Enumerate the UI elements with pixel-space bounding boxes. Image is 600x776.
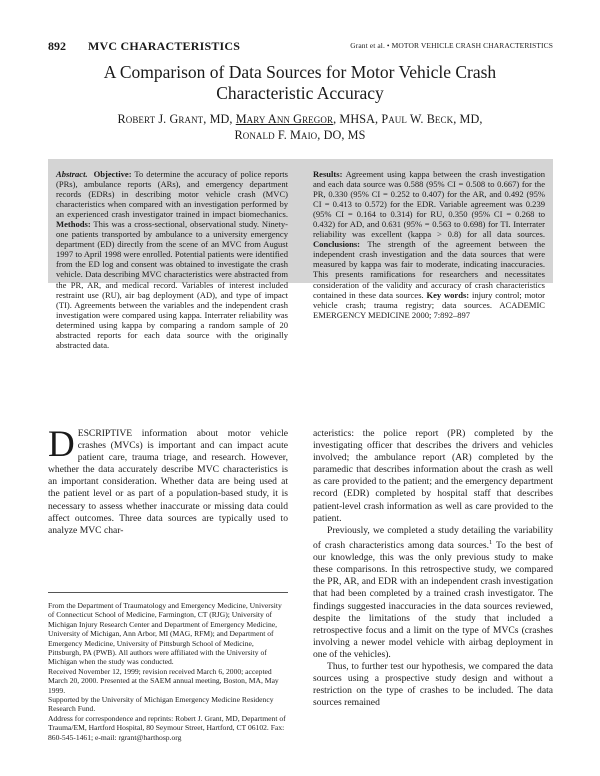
body-text: To the best of our knowledge, this was the only previous study to make these comparisons. In this retrospective study, we compared the PR, AR, and EDR with an independent crash investigation that had been completed by a trained crash investigator. The findings suggested inaccuracies in the data sources reviewed, despite the limitations of the study that included a retrospective focus and a limit on the type of MVCs (crashes involving a newer model vehicle with airbag deployment in one of the vehicles). xyxy=(313,540,553,660)
results-text: Agreement using kappa between the crash investigation and each data source was 0.588 (95% CI = 0.508 to 0.667) for the PR, 0.330 (95% CI = 0.252 to 0.407) for the AR, and 0.492 (95% CI = 0.413 to 0.572) for the EDR. Variable agreement was 0.239 (95% CI = 0.164 to 0.314) for RU, 0.350 (95% CI = 0.268 to 0.432) for AD, and 0.631 (95% = 0.563 to 0.698) for TI. Interrater reliability was excellent (kappa > 0.8) for all data sources. xyxy=(313,169,545,240)
author-degree: , MHSA, xyxy=(333,112,379,126)
body-paragraph: information about motor vehicle crashes (MVCs) is important and can impact acute patient care, trauma triage, and research. However, whether the data accurately describe MVC characteristics is an important consideration. Whether data are being used at the patient level or as part of a population-based study, it is necessary to assess whether inaccurate or missing data could affect outcomes. Three data sources are typically used to analyze MVC char- xyxy=(48,428,288,536)
author-name: Robert J. Grant, MD, xyxy=(117,112,233,126)
body-paragraph xyxy=(313,525,553,661)
body-paragraph: acteristics: the police report (PR) completed by the investigating officer that describes the drivers and vehicles involved; the ambulance report (AR) completed by the paramedic that describes information about the crash as well as care provided to the patient; and the emergency department record (EDR) completed by hospital staff that describes patient-level crash information as well as care provided to the patient. xyxy=(313,428,553,524)
received-note: Received November 12, 1999; revision received March 6, 2000; accepted March 20, 2000. Presented at the SAEM annual meeting, Boston, MA, May 1999. xyxy=(48,666,279,695)
support-note: Supported by the University of Michigan Emergency Medicine Residency Research Fund. xyxy=(48,695,274,714)
article-title xyxy=(40,62,560,104)
objective-label: Objective: xyxy=(93,169,132,179)
abstract-label: Abstract. xyxy=(56,169,88,179)
conclusions-label: Conclusions: xyxy=(313,239,361,250)
title-line: Characteristic Accuracy xyxy=(216,83,384,103)
author-name-link[interactable]: Mary Ann Gregor xyxy=(235,112,334,126)
results-label: Results: xyxy=(313,169,343,179)
author-list xyxy=(40,111,560,143)
abstract-right-column xyxy=(313,169,545,320)
conclusions-text: The strength of the agreement between the independent crash investigation and the data sources that were measured by kappa was fair to moderate, indicating inaccuracies. This presents ramifications for researchers and necessitates consideration of the validity and accuracy of crash characteristics contained in these data sources. xyxy=(313,239,545,300)
keywords-label: Key words: xyxy=(426,289,470,300)
journal-short-title: MVC CHARACTERISTICS xyxy=(88,39,241,53)
author-name: Ronald F. Maio, DO, MS xyxy=(234,128,366,142)
footnote-rule xyxy=(48,592,288,593)
body-left-column xyxy=(48,424,288,537)
body-text: Previously, we completed a study detailing the variability of crash characteristics among data sources. xyxy=(313,524,553,552)
page-number: 892 xyxy=(48,39,66,53)
drop-cap: D xyxy=(48,424,75,465)
abstract-left-column xyxy=(56,169,288,350)
correspondence-note: Address for correspondence and reprints: Robert J. Grant, MD, Department of Trauma/EM, Hartford Hospital, 80 Seymour Street, Hartford, CT 06102. Fax: 860-545-1461; e-mail: rgrant@harthosp.org xyxy=(48,713,286,742)
title-line: A Comparison of Data Sources for Motor Vehicle Crash xyxy=(103,62,497,82)
methods-text: This was a cross-sectional, observational study. Ninety-one patients transported by ambulance to a university emergency department (ED) directly from the scene of an MVC from August 1997 to April 1998 were enrolled. Potential patients were identified from the ED log and consent was obtained to investigate the crash vehicle. Data describing MVC characteristics were abstracted from the PR, AR, and medical record. Variables of interest included restraint use (RU), air bag deployment (AD), and type of impact (TI). Agreements between the variables and the independent crash investigation were compared using kappa. Interrater reliability was determined using kappa by comparing a random sample of 20 abstracted reports for each data source with the originally abstracted data. xyxy=(56,219,289,350)
running-head-right: Grant et al. • MOTOR VEHICLE CRASH CHARACTERISTICS xyxy=(350,41,553,50)
affiliations-note: From the Department of Traumatology and Emergency Medicine, University of Connecticut School of Medicine, Farmington, CT (RJG); University of Michigan Injury Research Center and Department of Emergency Medicine, University of Michigan, Ann Arbor, MI (MAG, RFM); and Department of Emergency Medicine, University of Pittsburgh School of Medicine, Pittsburgh, PA (PWB). All authors were affiliated with the University of Michigan when the study was conducted. xyxy=(48,601,282,667)
footnotes xyxy=(48,601,288,742)
objective-text: To determine the accuracy of police reports (PRs), ambulance reports (ARs), and emergency department records (EDRs) in describing motor vehicle crash (MVC) characteristics when compared with an investigation performed by an experienced crash investigator trained in impact biomechanics. xyxy=(56,169,288,220)
body-right-column xyxy=(313,428,553,709)
methods-label: Methods: xyxy=(56,219,91,230)
author-name: Paul W. Beck, MD, xyxy=(381,112,483,126)
intro-small-caps: ESCRIPTIVE xyxy=(77,428,133,439)
body-paragraph: Thus, to further test our hypothesis, we compared the data sources using a prospective study design and without a restriction on the type of crashes to be included. The data sources remained xyxy=(313,660,553,709)
citation-ref[interactable]: 1 xyxy=(489,538,493,546)
keywords-text: injury control; motor vehicle crash; trauma registry; data sources. ACADEMIC EMERGENCY MEDICINE 2000; 7:892–897 xyxy=(313,289,545,320)
running-head xyxy=(48,39,553,55)
